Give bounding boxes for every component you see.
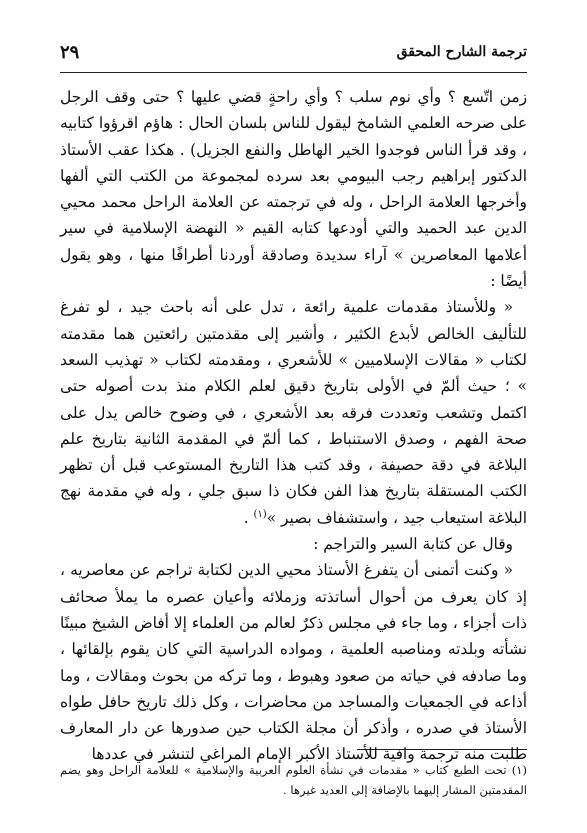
paragraph-text: زمن اتّسع ؟ وأي نوم سلب ؟ وأي راحةٍ قضي عليها ؟ حتى وقف الرجل على صرحه العلمي الشامخ ليقول للناس بلسان الحال : هاؤم اقرؤوا كتابيه ، وقد قرأ الناس فوجدوا الخير الهاطل والنفع الجزيل) . هكذا عقب الأستاذ الدكتور إبراهيم رجب البيومي بعد سرده لمجموعة من الكتب التي ألفها وأخرجها العلامة الراحل ، وله في ترجمته عن العلامة الراحل محمد محيي الدين عبد الحميد والتي أودعها كتابه القيم « النهضة الإسلامية في سير أعلامها المعاصرين » آراء سديدة وصادقة أوردنا أطرافًا منها ، وهو يقول أيضًا :: [60, 88, 527, 291]
footnote: [60, 760, 527, 800]
footnote-divider: [357, 749, 527, 750]
paragraph: « وللأستاذ مقدمات علمية رائعة ، تدل على أنه باحث جيد ، لو تفرغ للتأليف الخالص لأبدع الكثير ، وأشير إلى مقدمتين رائعتين هما مقدمته لكتاب « مقالات الإسلاميين » للأشعري ، ومقدمته لكتاب « تهذيب السعد » ؛ حيث ألمّ في الأولى بتاريخ دقيق لعلم الكلام منذ بدت أصوله حتى اكتمل وتشعب وتعددت فرقه بعد الأشعري ، في وضوح خالص يدل على صحة الفهم ، وصدق الاستنباط ، كما ألمّ في المقدمة الثانية بتاريخ علم البلاغة في دقة حصيفة ، وقد كتب هذا التاريخ المستوعب قبل أن تظهر الكتب المستقلة بتاريخ هذا الفن فكان ذا سبق جلي ، وله في مقدمة نهج البلاغة استيعاب جيد ، واستشفاف بصير »$^{(١)}$ .: [60, 298, 527, 527]
running-title: ترجمة الشارح المحقق: [396, 44, 527, 60]
paragraph: [60, 84, 527, 294]
page-number: ٢٩: [60, 41, 80, 63]
paragraph: [60, 557, 527, 767]
paragraph-text: وقال عن كتابة السير والتراجم :: [313, 535, 513, 554]
main-text: [60, 84, 527, 768]
paragraph-text: « وكنت أتمنى أن يتفرغ الأستاذ محيي الدين لكتابة تراجم عن معاصريه ، إذ كان يعرف من أحوال أساتذته وزملائه وأعيان عصره ما يملأ صحائف ذات أجزاء ، وما جاء في مجلس ذكرٌ لعالم من العلماء إلا أفاض الشيخ مبينًا نشأته وبلدته ومناصبه العلمية ، ومواده الدراسية التي كان يقوم بإلقائها ، وما صادفه في حياته من صعود وهبوط ، وما تركه من بحوث ومقالات ، وما أذاعه في الجمعيات والمساجد من محاضرات ، وكل ذلك تاريخ حافل طواه الأستاذ في صدره ، وأذكر أن مجلة الكتاب حين صدورها عن دار المعارف طلبت منه ترجمة وافية للأستاذ الأكبر الإمام المراغي لتنشر في عددها: [60, 561, 527, 764]
footnote-reference: (١): [253, 508, 267, 520]
footnote-text: (١) تحت الطبع كتاب « مقدمات في نشأة العلوم العربية والإسلامية » للعلامة الراحل وهو يضم المقدمتين المشار إليهما بالإضافة إلى العديد غيرها .: [60, 763, 527, 797]
paragraph-text: « وللأستاذ مقدمات علمية رائعة ، تدل على أنه باحث جيد ، لو تفرغ للتأليف الخالص لأبدع الكثير ، وأشير إلى مقدمتين رائعتين هما مقدمته لكتاب « مقالات الإسلاميين » للأشعري ، ومقدمته لكتاب « تهذيب السعد » ؛ حيث ألمّ في الأولى بتاريخ دقيق لعلم الكلام منذ بدت أصوله حتى اكتمل وتشعب وتعددت فرقه بعد الأشعري ، في وضوح خالص يدل على صحة الفهم ، وصدق الاستنباط ، كما ألمّ في المقدمة الثانية بتاريخ علم البلاغة في دقة حصيفة ، وقد كتب هذا التاريخ المستوعب قبل أن تظهر الكتب المستقلة بتاريخ هذا الفن فكان ذا سبق جلي ، وله في مقدمة نهج البلاغة استيعاب جيد ، واستشفاف بصير »: [60, 298, 527, 527]
page-header: [60, 38, 527, 73]
paragraph: [60, 531, 527, 557]
